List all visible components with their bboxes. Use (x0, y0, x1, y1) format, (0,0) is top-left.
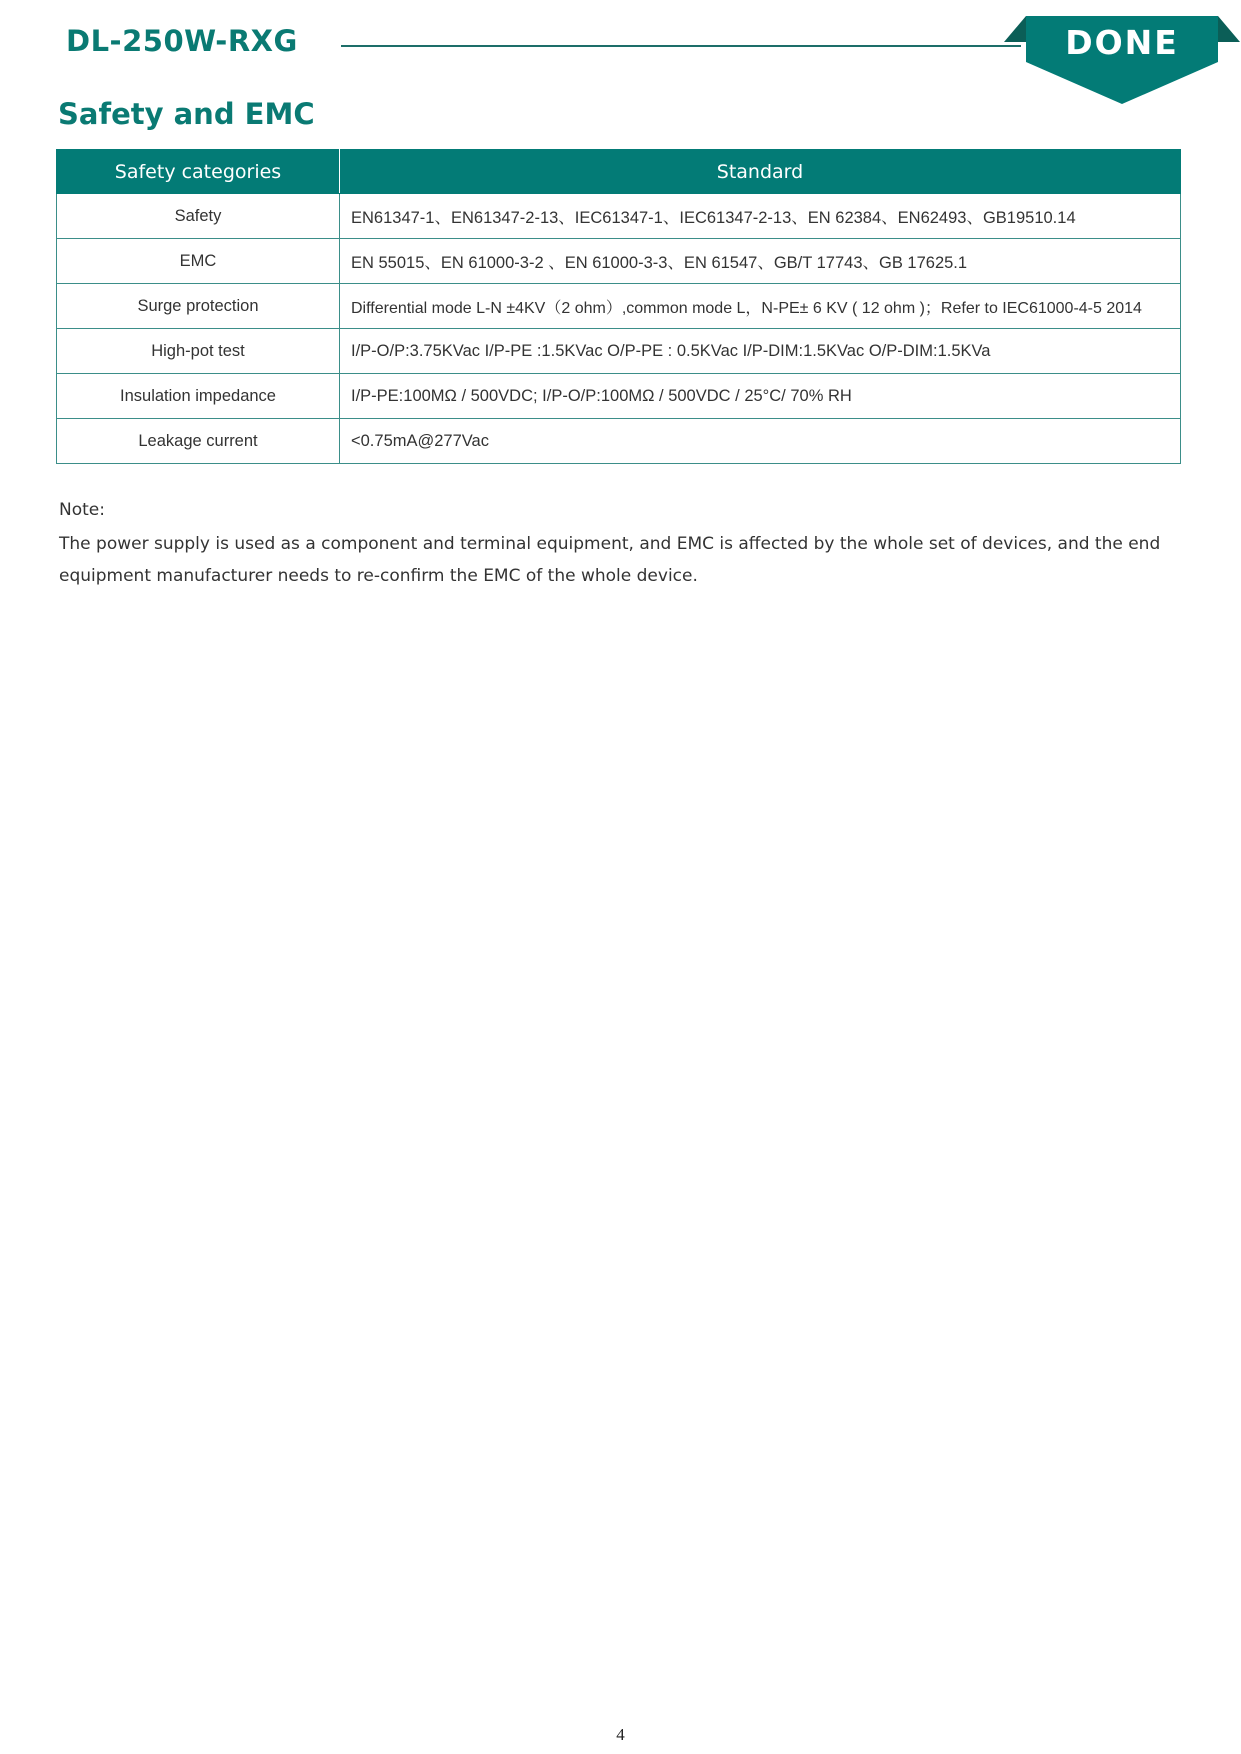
category-cell: High-pot test (57, 329, 340, 374)
table-row (57, 329, 1181, 374)
category-cell: Safety (57, 194, 340, 239)
standard-cell: I/P-PE:100MΩ / 500VDC; I/P-O/P:100MΩ / 500VDC / 25°C/ 70% RH (340, 374, 1181, 419)
table-row (57, 194, 1181, 239)
category-cell: EMC (57, 239, 340, 284)
table-row (57, 374, 1181, 419)
table-row (57, 284, 1181, 329)
standard-cell: Differential mode L-N ±4KV（2 ohm）,common mode L，N-PE± 6 KV ( 12 ohm )；Refer to IEC61000-4-5 2014 (340, 284, 1181, 329)
table-header-row (57, 150, 1181, 194)
standard-cell: EN61347-1、EN61347-2-13、IEC61347-1、IEC61347-2-13、EN 62384、EN62493、GB19510.14 (340, 194, 1181, 239)
header-standard: Standard (340, 150, 1181, 194)
header-divider (341, 45, 1021, 47)
category-cell: Leakage current (57, 419, 340, 464)
section-title: Safety and EMC (58, 97, 315, 131)
page-number: 4 (616, 1725, 625, 1744)
standard-cell: I/P-O/P:3.75KVac I/P-PE :1.5KVac O/P-PE : 0.5KVac I/P-DIM:1.5KVac O/P-DIM:1.5KVa (340, 329, 1181, 374)
standard-cell: <0.75mA@277Vac (340, 419, 1181, 464)
logo-text: DONE (1065, 23, 1179, 62)
table-row (57, 239, 1181, 284)
note-label: Note: (59, 500, 105, 520)
header-safety-categories: Safety categories (57, 150, 340, 194)
safety-emc-table (56, 149, 1181, 464)
logo-ribbon-right (1218, 16, 1240, 42)
logo-ribbon-left (1004, 16, 1026, 42)
done-logo (1004, 16, 1240, 104)
note-text: The power supply is used as a component and terminal equipment, and EMC is affected by the whole set of devices, and the end equipment manufacturer needs to re-confirm the EMC of the whole device. (59, 534, 1161, 586)
category-cell: Surge protection (57, 284, 340, 329)
standard-cell: EN 55015、EN 61000-3-2 、EN 61000-3-3、EN 61547、GB/T 17743、GB 17625.1 (340, 239, 1181, 284)
category-cell: Insulation impedance (57, 374, 340, 419)
model-title: DL-250W-RXG (66, 24, 298, 58)
table-row (57, 419, 1181, 464)
